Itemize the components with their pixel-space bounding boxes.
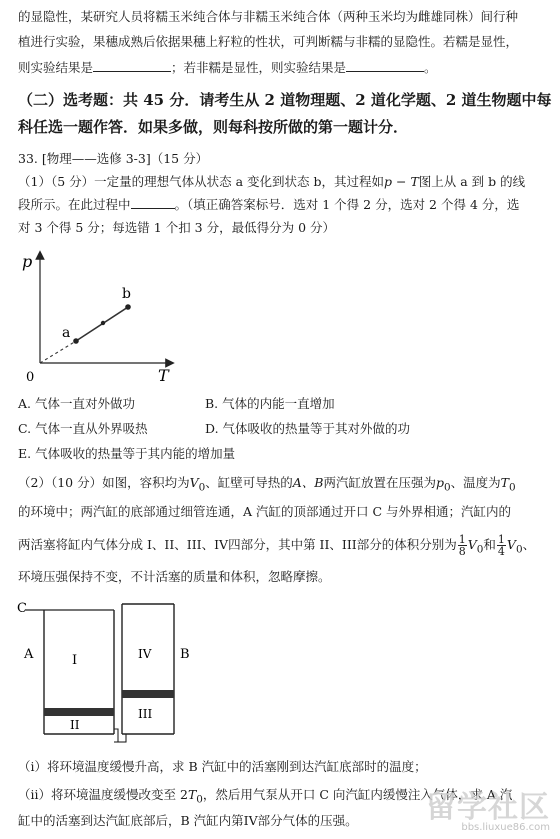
connecting-tube [114, 729, 126, 742]
t-axis-label: T [158, 366, 169, 385]
label-region-1: I [72, 653, 78, 668]
watermark-logo: 留学社区 [426, 790, 550, 825]
option-c: C. 气体一直从外界吸热 [18, 421, 148, 436]
p-axis-label: p [22, 252, 33, 271]
origin-dashed-line [40, 341, 76, 363]
point-a-dot [73, 338, 79, 344]
watermark [426, 782, 550, 833]
q33-part1-line-1: （1）（5 分）一定量的理想气体从状态 a 变化到状态 b，其过程如p − T图上从 a 到 b 的线 [18, 174, 526, 189]
label-region-3: III [138, 707, 153, 721]
mid-dot [101, 321, 105, 325]
sub-question-ii-line-2: 缸中的活塞到达汽缸底部后，B 汽缸内第IV部分气体的压强。 [18, 813, 358, 828]
piston-a [44, 708, 114, 716]
label-region-2: II [70, 718, 80, 732]
origin-label: 0 [26, 370, 35, 385]
label-b: B [180, 647, 190, 662]
q33-part2-line-4: 环境压强保持不变，不计活塞的质量和体积，忽略摩擦。 [18, 569, 331, 584]
option-a: A. 气体一直对外做功 [18, 396, 135, 411]
section-header-line-1: （二）选考题：共 45 分．请考生从 2 道物理题、2 道化学题、2 道生物题中每 [18, 91, 552, 109]
piston-b [122, 690, 174, 698]
q33-part2-line-3: 两活塞将缸内气体分成 I、II、III、IV四部分，其中第 II、III部分的体积分别为 $\frac{1}{8}$ $V_0$和 $\frac{1}{4}$ $V_0$、 [18, 533, 536, 558]
intro-line-2: 植进行实验，果穗成熟后依据果穗上籽粒的性状，可判断糯与非糯的显隐性。若糯是显性， [18, 34, 519, 49]
cylinders-diagram [14, 596, 214, 746]
sub-question-i: （i）将环境温度缓慢升高，求 B 汽缸中的活塞刚到达汽缸底部时的温度； [18, 759, 427, 774]
option-e: E. 气体吸收的热量等于其内能的增加量 [18, 446, 236, 461]
q33-part2-line-2: 的环境中；两汽缸的底部通过细管连通，A 汽缸的顶部通过开口 C 与外界相通；汽缸内的 [18, 504, 512, 519]
fraction-one-quarter: $\frac{1}{4}$ [497, 533, 505, 558]
sub-question-ii-line-1: （ii）将环境温度缓慢改变至 $2T_0$，然后用气泵从开口 C 向汽缸内缓慢注入气体，求 A 汽 [18, 787, 513, 806]
option-d: D. 气体吸收的热量等于其对外做的功 [205, 421, 411, 436]
label-c: C [17, 601, 27, 616]
point-b-label: b [122, 286, 131, 302]
point-a-label: a [62, 325, 71, 341]
label-a: A [24, 647, 34, 662]
label-region-4: IV [138, 647, 152, 661]
answer-blank-1 [93, 59, 171, 72]
point-b-dot [125, 304, 131, 310]
watermark-url: bbs.liuxue86.com [461, 822, 550, 833]
intro-line-3: 则实验结果是 ；若非糯是显性，则实验结果是 。 [18, 60, 437, 75]
option-b: B. 气体的内能一直增加 [205, 396, 335, 411]
answer-blank-2 [346, 59, 424, 72]
pt-graph [20, 245, 180, 385]
section-header-line-2: 科任选一题作答．如果多做，则每科按所做的第一题计分． [18, 118, 409, 136]
q33-part2-line-1: （2）（10 分）如图，容积均为$V_0$、缸壁可导热的A、B两汽缸放置在压强为$p_0$、温度为$T_0$ [18, 475, 516, 494]
q33-part1-line-2: 段所示。在此过程中 。（填正确答案标号．选对 1 个得 2 分，选对 2 个得 4 分，选 [18, 197, 520, 212]
fraction-one-eighth: $\frac{1}{8}$ [458, 533, 466, 558]
q33-header: 33. [物理——选修 3-3]（15 分） [18, 151, 209, 166]
answer-blank-3 [131, 196, 175, 209]
q33-part1-line-3: 对 3 个得 5 分；每选错 1 个扣 3 分，最低得分为 0 分） [18, 220, 335, 235]
intro-line-1: 的显隐性，某研究人员将糯玉米纯合体与非糯玉米纯合体（两种玉米均为雌雄同株）间行种 [18, 9, 519, 24]
